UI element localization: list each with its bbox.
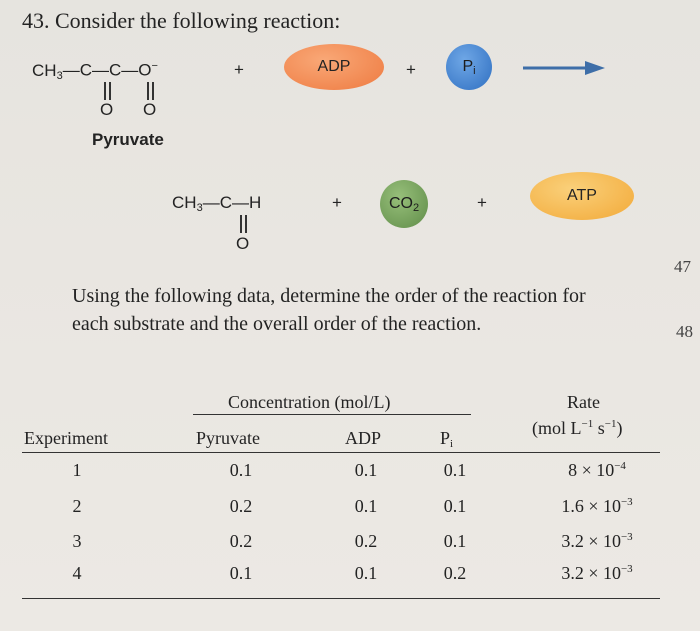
column-header-pi: $P_i$	[440, 428, 454, 450]
carbonyl-carbon-2: C	[108, 60, 122, 80]
aldehyde-hydrogen: H	[248, 193, 262, 212]
reaction-arrow-icon	[523, 58, 607, 78]
question-title: 43. Consider the following reaction:	[22, 8, 341, 33]
adp-label: ADP	[317, 58, 351, 75]
atp-oval	[530, 172, 634, 220]
phosphate-label: $P_i$	[462, 57, 476, 77]
cell-pyruvate: 0.1	[229, 460, 253, 480]
cell-pyruvate: 0.2	[229, 531, 253, 551]
cell-adp: 0.1	[354, 563, 378, 583]
double-bond-line	[109, 82, 111, 100]
carbonyl-oxygen-1: O	[100, 100, 114, 119]
acetaldehyde-formula: $CH_3—C—H$	[172, 193, 262, 214]
rate-units: (mol $L^{-1}$ $s^{-1}$)	[532, 418, 623, 438]
cell-pi: 0.2	[443, 563, 467, 583]
aldehyde-carbon: C	[219, 193, 232, 212]
cell-adp: 0.2	[354, 531, 378, 551]
cell-rate: $3.2 \times 10^{-3}$	[561, 563, 633, 583]
methyl-group: $CH_3$	[32, 60, 63, 82]
plus-sign: +	[406, 60, 416, 79]
cell-pi: 0.1	[443, 496, 467, 516]
carbonyl-carbon-1: C	[79, 60, 92, 80]
carboxylate-oxygen: O	[138, 60, 152, 80]
methyl-group: $CH_3$	[172, 193, 203, 214]
cell-experiment: 3	[72, 531, 82, 551]
plus-sign: +	[234, 60, 244, 79]
cell-pi: 0.1	[443, 460, 467, 480]
phosphate-circle	[446, 44, 492, 90]
column-header-pyruvate: Pyruvate	[196, 428, 260, 448]
cell-rate: $8 \times 10^{-4}$	[568, 460, 626, 480]
margin-page-number: 48	[676, 322, 693, 341]
cell-pyruvate: 0.2	[229, 496, 253, 516]
pyruvate-formula: $CH_3—C—C—O^-$	[32, 60, 158, 82]
double-bond-line	[104, 82, 106, 100]
group-header-rule	[193, 414, 471, 415]
double-bond-line	[147, 82, 149, 100]
adp-oval	[284, 44, 384, 90]
cell-rate: $3.2 \times 10^{-3}$	[561, 531, 633, 551]
double-bond-line	[245, 215, 247, 233]
column-header-adp: ADP	[345, 428, 382, 448]
instructions-text: Using the following data, determine the order of the reaction for each substrate and the overall order of the reaction.	[72, 285, 586, 335]
cell-experiment: 1	[72, 460, 82, 480]
co2-circle	[380, 180, 428, 228]
column-header-experiment: Experiment	[24, 428, 108, 448]
double-bond-line	[240, 215, 242, 233]
header-rule	[22, 452, 660, 453]
plus-sign: +	[332, 193, 342, 212]
cell-pi: 0.1	[443, 531, 467, 551]
concentration-group-header: Concentration (mol/L)	[228, 392, 391, 412]
cell-adp: 0.1	[354, 496, 378, 516]
plus-sign: +	[477, 193, 487, 212]
double-bond-line	[152, 82, 154, 100]
cell-adp: 0.1	[354, 460, 378, 480]
cell-rate: $1.6 \times 10^{-3}$	[561, 496, 633, 516]
bottom-rule	[22, 598, 660, 599]
co2-label: $CO_2$	[388, 194, 420, 214]
carbonyl-oxygen-2: O	[143, 100, 157, 119]
cell-pyruvate: 0.1	[229, 563, 253, 583]
rate-header: Rate	[567, 392, 600, 412]
margin-page-number: 47	[674, 257, 691, 276]
cell-experiment: 2	[72, 496, 82, 516]
atp-label: ATP	[567, 187, 597, 204]
cell-experiment: 4	[72, 563, 82, 583]
aldehyde-oxygen: O	[236, 234, 250, 253]
pyruvate-label: Pyruvate	[92, 130, 164, 149]
